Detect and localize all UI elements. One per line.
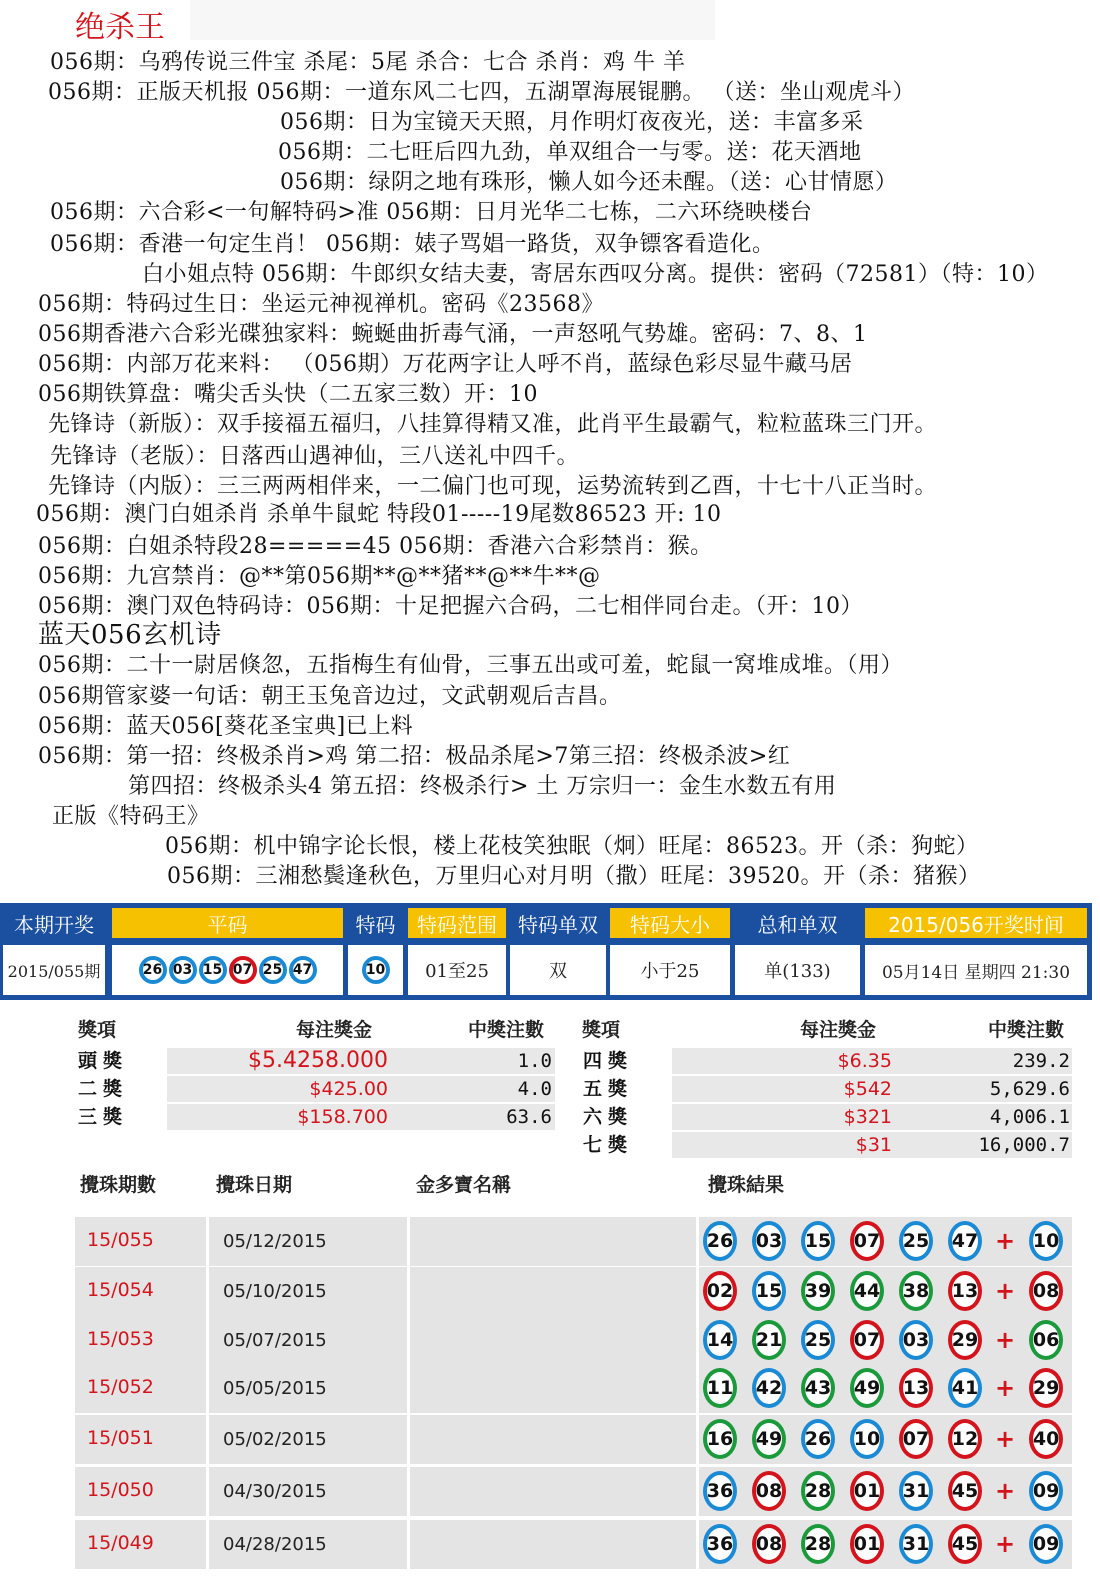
text-line: 056期：二七旺后四九劲，单双组合一与零。送：花天酒地 <box>278 140 862 165</box>
header-special-size: 特码大小 <box>610 908 730 938</box>
history-period: 15/049 <box>87 1532 154 1554</box>
text-line: 056期：六合彩<一句解特码>准 056期：日月光华二七栋，二六环绕映楼台 <box>50 200 813 225</box>
text-line: 056期铁算盘：嘴尖舌头快（二五家三数）开：10 <box>38 382 538 407</box>
draw-time: 05月14日 星期四 21:30 <box>865 945 1087 995</box>
number-ball: 13 <box>899 1368 933 1408</box>
history-row <box>75 1520 1072 1569</box>
prize-count: 1.0 <box>517 1050 552 1072</box>
plus-sign: + <box>995 1326 1016 1354</box>
number-ball: 47 <box>289 956 317 984</box>
number-ball: 21 <box>752 1320 786 1360</box>
history-period: 15/053 <box>87 1328 154 1350</box>
prize-count: 63.6 <box>506 1106 552 1128</box>
number-ball: 31 <box>899 1524 933 1564</box>
column-divider <box>407 1467 410 1516</box>
number-ball: 39 <box>801 1271 835 1311</box>
number-ball: 44 <box>850 1271 884 1311</box>
page-title: 绝杀王 <box>75 10 165 45</box>
history-date: 04/30/2015 <box>223 1481 327 1502</box>
number-ball: 10 <box>850 1419 884 1459</box>
history-result-balls <box>703 1271 1063 1311</box>
plus-sign: + <box>995 1277 1016 1305</box>
number-ball: 38 <box>899 1271 933 1311</box>
number-ball: 03 <box>899 1320 933 1360</box>
text-line: 056期：第一招：终极杀肖>鸡 第二招：极品杀尾>7第三招：终极杀波>红 <box>38 744 791 769</box>
title-bar <box>190 0 715 40</box>
prize-header-count-right: 中獎注數 <box>988 1019 1065 1041</box>
special-range: 01至25 <box>408 945 506 995</box>
text-line: 056期：香港一句定生肖！ 056期：婊子骂娼一路货，双争镖客看造化。 <box>50 232 775 257</box>
prize-name: 七獎 <box>583 1134 634 1156</box>
prize-name: 頭獎 <box>78 1050 129 1072</box>
number-ball: 12 <box>948 1419 982 1459</box>
number-ball: 25 <box>801 1320 835 1360</box>
prize-header-item-left: 獎項 <box>78 1019 117 1041</box>
prize-header-count-left: 中獎注數 <box>468 1019 545 1041</box>
number-ball: 25 <box>259 956 287 984</box>
number-ball: 15 <box>199 956 227 984</box>
number-ball: 15 <box>801 1221 835 1261</box>
column-divider <box>206 1217 209 1266</box>
prize-amount: $542 <box>843 1078 892 1100</box>
special-size: 小于25 <box>610 945 730 995</box>
column-divider <box>696 1217 699 1266</box>
plus-sign: + <box>995 1425 1016 1453</box>
header-regular-numbers: 平码 <box>112 908 343 938</box>
number-ball: 07 <box>229 956 257 984</box>
special-odd-even: 双 <box>510 945 606 995</box>
text-line: 056期：绿阴之地有珠形，懒人如今还未醒。（送：心甘情愿） <box>280 170 898 195</box>
number-ball: 01 <box>850 1524 884 1564</box>
history-result-balls <box>703 1471 1063 1511</box>
history-result-balls <box>703 1368 1063 1408</box>
column-divider <box>206 1364 209 1413</box>
prize-name: 四獎 <box>583 1050 634 1072</box>
prize-count: 4,006.1 <box>989 1106 1070 1128</box>
number-ball: 14 <box>703 1320 737 1360</box>
number-ball: 26 <box>703 1221 737 1261</box>
history-date: 05/10/2015 <box>223 1281 327 1302</box>
number-ball: 47 <box>948 1221 982 1261</box>
prize-amount: $31 <box>855 1134 892 1156</box>
history-date: 05/12/2015 <box>223 1231 327 1252</box>
number-ball: 26 <box>801 1419 835 1459</box>
special-number-ball: 08 <box>1029 1271 1063 1311</box>
history-row <box>75 1415 1072 1464</box>
history-row <box>75 1316 1072 1365</box>
number-ball: 36 <box>703 1524 737 1564</box>
text-line: 056期：日为宝镜天天照，月作明灯夜夜光，送：丰富多采 <box>280 110 864 135</box>
history-row <box>75 1267 1072 1316</box>
column-divider <box>407 1267 410 1316</box>
column-divider <box>206 1520 209 1569</box>
column-divider <box>696 1364 699 1413</box>
column-divider <box>407 1316 410 1365</box>
text-line: 056期：三湘愁鬓逢秋色，万里归心对月明（撒）旺尾：39520。开（杀：猪猴） <box>167 864 981 889</box>
text-line: 先锋诗（新版）：双手接福五福归，八挂算得精又准，此肖平生最霸气，粒粒蓝珠三门开。 <box>48 412 938 437</box>
header-special-number: 特码 <box>348 908 403 938</box>
text-line: 056期：蓝天056[葵花圣宝典]已上料 <box>38 714 414 739</box>
column-divider <box>206 1467 209 1516</box>
plus-sign: + <box>995 1530 1016 1558</box>
column-divider <box>407 1364 410 1413</box>
prize-header-amount-right: 每注獎金 <box>800 1019 877 1041</box>
history-period: 15/055 <box>87 1229 154 1251</box>
number-ball: 28 <box>801 1524 835 1564</box>
history-header-name: 金多寶名稱 <box>416 1174 512 1196</box>
prize-header-item-right: 獎項 <box>582 1019 621 1041</box>
number-ball: 45 <box>948 1471 982 1511</box>
special-number-ball: 40 <box>1029 1419 1063 1459</box>
history-result-balls <box>703 1419 1063 1459</box>
history-period: 15/054 <box>87 1279 154 1301</box>
history-date: 05/05/2015 <box>223 1378 327 1399</box>
history-row <box>75 1364 1072 1413</box>
number-ball: 02 <box>703 1271 737 1311</box>
column-divider <box>206 1316 209 1365</box>
number-ball: 42 <box>752 1368 786 1408</box>
history-result-balls <box>703 1524 1063 1564</box>
special-number-ball: 09 <box>1029 1524 1063 1564</box>
number-ball: 29 <box>948 1320 982 1360</box>
special-number-ball: 10 <box>362 956 390 984</box>
number-ball: 28 <box>801 1471 835 1511</box>
column-divider <box>696 1520 699 1569</box>
text-line: 056期管家婆一句话：朝王玉兔音边过，文武朝观后吉昌。 <box>38 684 622 709</box>
prize-count: 239.2 <box>1012 1050 1070 1072</box>
number-ball: 07 <box>899 1419 933 1459</box>
history-result-balls <box>703 1221 1063 1261</box>
column-divider <box>696 1467 699 1516</box>
number-ball: 13 <box>948 1271 982 1311</box>
prize-count: 4.0 <box>517 1078 552 1100</box>
special-number-ball: 06 <box>1029 1320 1063 1360</box>
number-ball: 16 <box>703 1419 737 1459</box>
history-date: 05/02/2015 <box>223 1429 327 1450</box>
number-ball: 08 <box>752 1524 786 1564</box>
header-special-range: 特码范围 <box>408 908 506 938</box>
text-line: 白小姐点特 056期：牛郎织女结夫妻，寄居东西叹分离。提供：密码（72581）（特：10） <box>142 262 1049 287</box>
prize-amount: $425.00 <box>309 1078 388 1100</box>
number-ball: 11 <box>703 1368 737 1408</box>
header-current-draw: 本期开奖 <box>3 908 105 938</box>
number-ball: 07 <box>850 1221 884 1261</box>
header-draw-time: 2015/056开奖时间 <box>865 908 1087 938</box>
text-line: 056期：乌鸦传说三件宝 杀尾：5尾 杀合：七合 杀肖：鸡 牛 羊 <box>50 50 686 75</box>
header-sum-odd-even: 总和单双 <box>735 908 860 938</box>
number-ball: 31 <box>899 1471 933 1511</box>
number-ball: 26 <box>139 956 167 984</box>
number-ball: 49 <box>752 1419 786 1459</box>
column-divider <box>696 1415 699 1464</box>
number-ball: 03 <box>169 956 197 984</box>
text-line: 056期：九宫禁肖：@**第056期**@**猪**@**牛**@ <box>38 564 601 589</box>
text-line: 056期：正版天机报 056期：一道东风二七四，五湖罩海展锟鹏。 （送：坐山观虎斗） <box>48 80 915 105</box>
plus-sign: + <box>995 1477 1016 1505</box>
number-ball: 03 <box>752 1221 786 1261</box>
prize-header-amount-left: 每注獎金 <box>296 1019 373 1041</box>
number-ball: 15 <box>752 1271 786 1311</box>
draw-result-bar <box>0 903 1092 1000</box>
special-ball-cell <box>348 945 403 995</box>
text-line: 056期：内部万花来料： （056期）万花两字让人呼不肖，蓝绿色彩尽显牛藏马居 <box>38 352 853 377</box>
prize-name: 二獎 <box>78 1078 129 1100</box>
text-line: 先锋诗（内版）：三三两两相伴来，一二偏门也可现，运势流转到乙酉，十七十八正当时。 <box>48 474 938 499</box>
draw-period: 2015/055期 <box>3 945 105 995</box>
history-result-balls <box>703 1320 1063 1360</box>
prize-amount: $158.700 <box>297 1106 388 1128</box>
column-divider <box>206 1415 209 1464</box>
number-ball: 07 <box>850 1320 884 1360</box>
text-line: 蓝天056玄机诗 <box>38 620 222 650</box>
history-period: 15/051 <box>87 1427 154 1449</box>
history-row <box>75 1217 1072 1266</box>
column-divider <box>206 1267 209 1316</box>
prize-count: 16,000.7 <box>978 1134 1070 1156</box>
history-header-result: 攪珠結果 <box>708 1174 785 1196</box>
number-ball: 08 <box>752 1471 786 1511</box>
history-header-date: 攪珠日期 <box>216 1174 293 1196</box>
prize-count: 5,629.6 <box>989 1078 1070 1100</box>
number-ball: 01 <box>850 1471 884 1511</box>
special-number-ball: 10 <box>1029 1221 1063 1261</box>
number-ball: 36 <box>703 1471 737 1511</box>
header-special-odd-even: 特码单双 <box>510 908 606 938</box>
number-ball: 25 <box>899 1221 933 1261</box>
column-divider <box>696 1267 699 1316</box>
history-header-period: 攪珠期數 <box>80 1174 157 1196</box>
history-row <box>75 1467 1072 1516</box>
prize-amount: $5.4258.000 <box>248 1048 388 1073</box>
column-divider <box>696 1316 699 1365</box>
prize-amount: $6.35 <box>837 1050 892 1072</box>
text-line: 第四招：终极杀头4 第五招：终极杀行> 土 万宗归一：金生水数五有用 <box>128 774 837 799</box>
text-line: 先锋诗（老版）：日落西山遇神仙，三八送礼中四千。 <box>50 444 580 469</box>
prize-name: 六獎 <box>583 1106 634 1128</box>
number-ball: 49 <box>850 1368 884 1408</box>
prize-name: 三獎 <box>78 1106 129 1128</box>
special-number-ball: 09 <box>1029 1471 1063 1511</box>
text-line: 056期：澳门白姐杀肖 杀单牛鼠蛇 特段01-----19尾数86523 开: 10 <box>36 502 722 527</box>
text-line: 056期：二十一尉居倏忽，五指梅生有仙骨，三事五出或可羞，蛇鼠一窝堆成堆。（用） <box>38 653 903 678</box>
history-period: 15/052 <box>87 1376 154 1398</box>
text-line: 正版《特码王》 <box>52 804 210 829</box>
prize-name: 五獎 <box>583 1078 634 1100</box>
text-line: 056期：特码过生日：坐运元神视禅机。密码《23568》 <box>38 292 604 317</box>
prize-amount: $321 <box>843 1106 892 1128</box>
number-ball: 41 <box>948 1368 982 1408</box>
number-ball: 45 <box>948 1524 982 1564</box>
number-ball: 43 <box>801 1368 835 1408</box>
regular-balls <box>112 945 343 995</box>
sum-odd-even: 单(133) <box>735 945 860 995</box>
text-line: 056期：机中锦字论长恨，楼上花枝笑独眠（炯）旺尾：86523。开（杀：狗蛇） <box>165 834 979 859</box>
history-date: 04/28/2015 <box>223 1534 327 1555</box>
history-period: 15/050 <box>87 1479 154 1501</box>
column-divider <box>407 1217 410 1266</box>
column-divider <box>407 1415 410 1464</box>
plus-sign: + <box>995 1374 1016 1402</box>
text-line: 056期香港六合彩光碟独家料：蜿蜒曲折毒气涌，一声怒吼气势雄。密码：7、8、1 <box>38 322 868 347</box>
text-line: 056期：白姐杀特段28=====45 056期：香港六合彩禁肖：猴。 <box>38 534 713 559</box>
plus-sign: + <box>995 1227 1016 1255</box>
history-date: 05/07/2015 <box>223 1330 327 1351</box>
text-line: 056期：澳门双色特码诗：056期：十足把握六合码，二七相伴同台走。（开：10） <box>38 594 863 619</box>
column-divider <box>407 1520 410 1569</box>
special-number-ball: 29 <box>1029 1368 1063 1408</box>
